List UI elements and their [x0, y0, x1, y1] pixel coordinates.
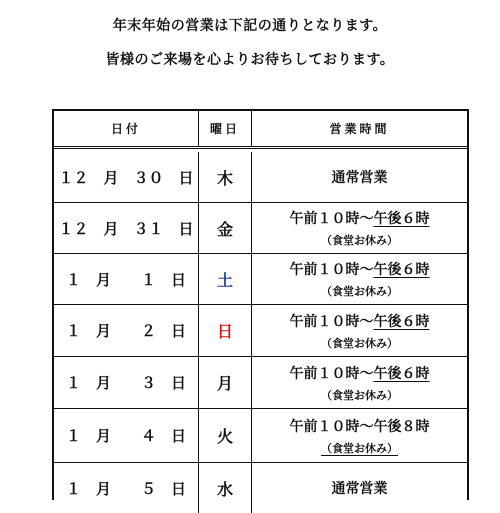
- cafeteria-closed-note: （食堂お休み）: [321, 234, 398, 247]
- header-hours-label: 営業時間: [329, 122, 390, 136]
- day-cell: [199, 463, 252, 513]
- day-cell: [199, 357, 252, 408]
- weekday-text: 水: [216, 479, 233, 499]
- hours-start-text: 午前１０時〜: [289, 365, 374, 382]
- hours-main-text: [290, 416, 430, 436]
- table-row: [54, 203, 467, 254]
- table-row: [54, 409, 467, 463]
- header-hours-cell: [252, 111, 467, 146]
- hours-start-text: 午前１０時〜: [289, 313, 374, 330]
- date-text: １２ 月 ３１ 日: [58, 219, 194, 238]
- hours-cell: [252, 203, 467, 253]
- hours-start-text: 通常営業: [331, 481, 388, 497]
- header-day-label: 曜日: [209, 122, 240, 136]
- notice-line-2: 皆様のご来場を心よりお待ちしております。: [105, 52, 395, 68]
- table-row: [54, 357, 467, 409]
- cafeteria-closed-note: （食堂お休み）: [321, 388, 398, 402]
- cafeteria-closed-note: （食堂お休み）: [321, 336, 398, 350]
- hours-cell: [252, 463, 467, 513]
- cafeteria-closed-note: （食堂お休み）: [321, 285, 398, 298]
- date-cell: [54, 357, 199, 408]
- hours-cell: [252, 152, 467, 202]
- table-row: [54, 305, 467, 357]
- hours-start-text: 午前１０時〜: [289, 211, 374, 227]
- table-header-row: [54, 111, 467, 149]
- hours-cell: [252, 357, 467, 408]
- hours-cell: [252, 254, 467, 304]
- header-date-cell: [54, 111, 199, 146]
- date-text: １ 月 ２ 日: [65, 322, 186, 340]
- date-text: １ 月 １ 日: [65, 270, 186, 289]
- date-cell: [54, 409, 199, 462]
- day-cell: [199, 152, 252, 202]
- weekday-text: 火: [216, 427, 233, 446]
- weekday-text: 木: [216, 168, 233, 188]
- hours-end-text: 午後６時: [373, 262, 430, 278]
- day-cell: [199, 409, 252, 462]
- date-cell: [54, 254, 199, 304]
- date-text: １ 月 ５ 日: [65, 479, 186, 498]
- notice-line-1: 年末年始の営業は下記の通りとなります。: [112, 18, 388, 34]
- holiday-hours-table: [52, 109, 469, 500]
- day-cell: [199, 254, 252, 304]
- table-row: [54, 254, 467, 305]
- date-text: １２ 月 ３０ 日: [58, 168, 194, 187]
- day-cell: [199, 305, 252, 356]
- date-cell: [54, 152, 199, 202]
- date-cell: [54, 203, 199, 253]
- hours-main-text: [290, 208, 430, 228]
- hours-main-text: [290, 311, 430, 331]
- date-text: １ 月 ３ 日: [65, 374, 186, 392]
- date-text: １ 月 ４ 日: [65, 427, 186, 445]
- weekday-text: 金: [216, 219, 233, 239]
- table-row: [54, 152, 467, 203]
- hours-cell: [252, 409, 467, 462]
- hours-main-text: [332, 167, 388, 187]
- table-row: [54, 463, 467, 513]
- hours-end-text: 午後６時: [373, 365, 430, 382]
- hours-main-text: [290, 259, 430, 279]
- hours-cell: [252, 305, 467, 356]
- weekday-text: 土: [216, 270, 233, 290]
- header-day-cell: [199, 111, 252, 146]
- header-date-label: 日付: [110, 122, 141, 136]
- hours-end-text: 午後６時: [373, 211, 430, 227]
- hours-start-text: 午前１０時〜午後８時: [289, 418, 430, 435]
- date-cell: [54, 463, 199, 513]
- hours-start-text: 通常営業: [331, 170, 388, 186]
- hours-start-text: 午前１０時〜: [289, 262, 374, 278]
- date-cell: [54, 305, 199, 356]
- hours-end-text: 午後６時: [373, 313, 430, 330]
- weekday-text: 月: [216, 374, 233, 393]
- day-cell: [199, 203, 252, 253]
- hours-main-text: [290, 363, 430, 383]
- cafeteria-closed-note: （食堂お休み）: [321, 441, 398, 455]
- weekday-text: 日: [216, 322, 233, 341]
- hours-main-text: [332, 478, 388, 498]
